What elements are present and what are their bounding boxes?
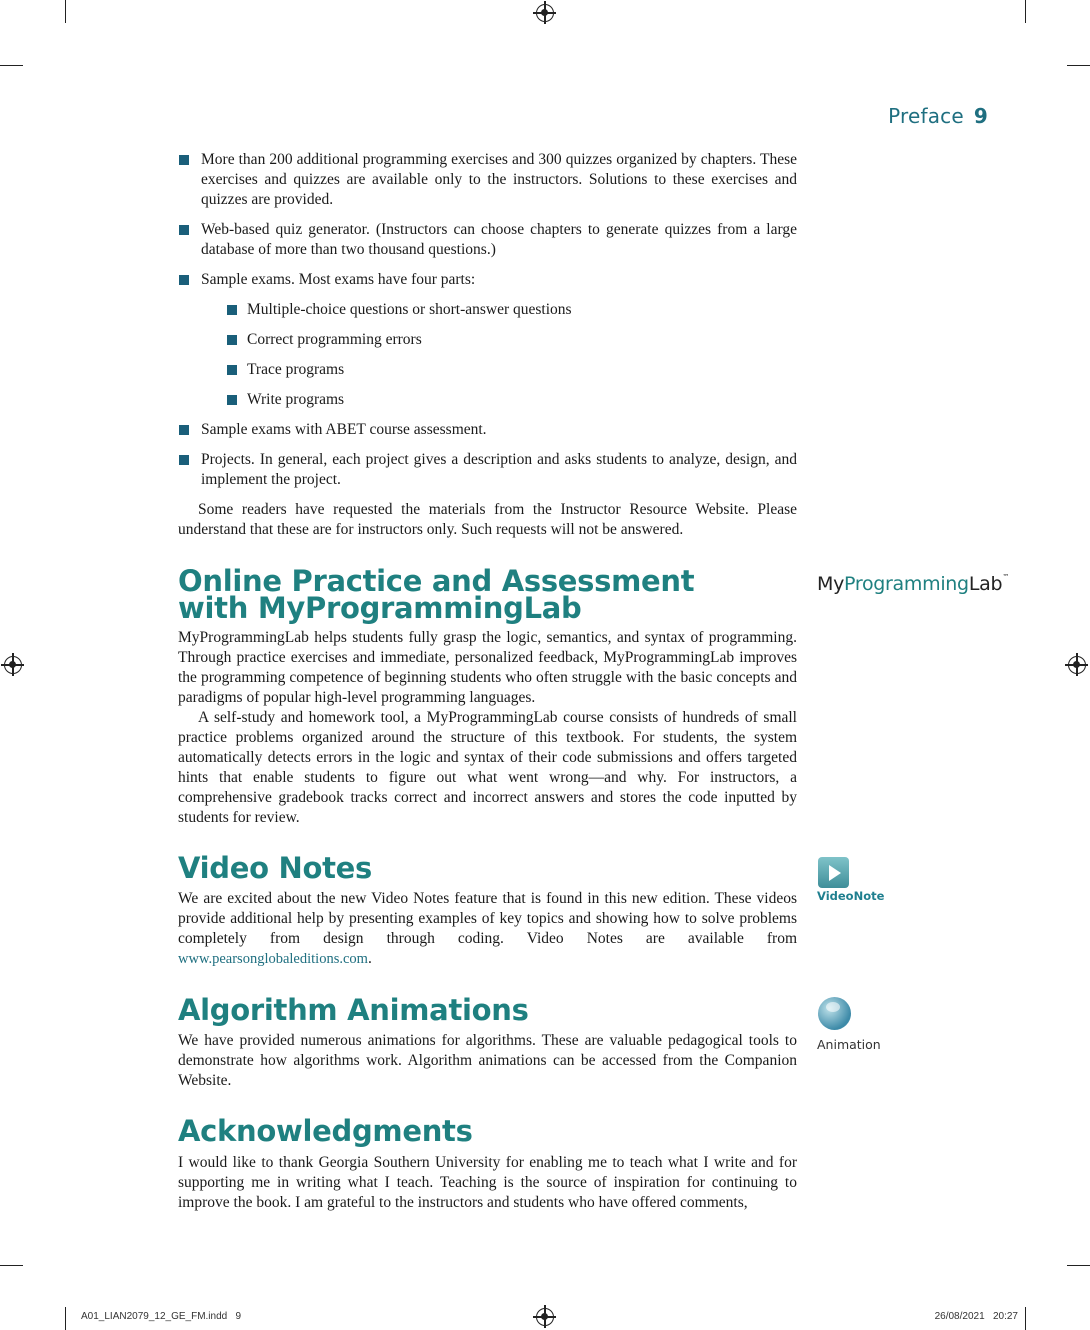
animation-globe-icon[interactable] bbox=[818, 997, 851, 1030]
paragraph: We have provided numerous animations for algorithms. These are valuable pedagogical tools to demonstrate how algorithms work. Algorithm animations can be accessed from the Companion Website. bbox=[178, 1032, 797, 1089]
heading-line: with MyProgrammingLab bbox=[178, 591, 582, 625]
crop-mark bbox=[0, 1265, 23, 1266]
registration-mark-icon bbox=[4, 656, 22, 674]
page-number: 9 bbox=[973, 104, 988, 128]
list-item bbox=[178, 270, 797, 410]
paragraph: A self-study and homework tool, a MyProgrammingLab course consists of hundreds of small practice problems organized around the structure of this textbook. For students, the system automatically detects errors in the logic and syntax of their code submissions and offers targeted hints that enable students to figure out what went wrong—and why. For instructors, a comprehensive gradebook tracks correct and incorrect answers and stores the code inputted by students for review. bbox=[178, 709, 797, 826]
list-item: Sample exams with ABET course assessment. bbox=[178, 420, 797, 440]
crop-mark bbox=[65, 0, 66, 23]
list-item: More than 200 additional programming exercises and 300 quizzes organized by chapters. These exercises and quizzes are available only to the instructors. Solutions to these exercises and quizzes are provided. bbox=[178, 150, 797, 210]
myprogramminglab-logo: MyProgrammingLab™ bbox=[817, 573, 1009, 595]
footer-file-slug: A01_LIAN2079_12_GE_FM.indd 9 bbox=[81, 1311, 242, 1322]
heading-online-practice bbox=[178, 564, 695, 625]
sub-list-item: Write programs bbox=[226, 390, 797, 410]
crop-mark bbox=[1067, 1265, 1090, 1266]
footer-date-slug: 26/08/2021 20:27 bbox=[934, 1311, 1018, 1322]
resource-list bbox=[178, 150, 797, 540]
heading-video-notes: Video Notes bbox=[178, 851, 373, 885]
list-item: Web-based quiz generator. (Instructors can choose chapters to generate quizzes from a large database of more than two thousand questions.) bbox=[178, 220, 797, 260]
running-header bbox=[888, 104, 988, 128]
video-notes-text bbox=[178, 889, 797, 969]
sub-list-item: Correct programming errors bbox=[226, 330, 797, 350]
bullet-list bbox=[178, 150, 797, 490]
paragraph: We are excited about the new Video Notes feature that is found in this new edition. These videos provide additional help by presenting examples of key topics and showing how to solve problems completely from design through coding. Video Notes are available from www.pearsonglobaleditions.com. bbox=[178, 890, 797, 967]
crop-mark bbox=[0, 65, 23, 66]
crop-mark bbox=[65, 1307, 66, 1330]
videonote-label: VideoNote bbox=[817, 889, 885, 903]
heading-algorithm-animations: Algorithm Animations bbox=[178, 993, 529, 1027]
paragraph: MyProgrammingLab helps students fully grasp the logic, semantics, and syntax of programming. Through practice exercises and immediate, personalized feedback, MyProgrammingLab improves the programming competence of beginning students who often struggle with the basic concepts and paradigms of popular high-level programming languages. bbox=[178, 629, 797, 706]
heading-acknowledgments: Acknowledgments bbox=[178, 1114, 473, 1148]
resource-note: Some readers have requested the materials from the Instructor Resource Website. Please understand that these are for instructors only. Such requests will not be answered. bbox=[178, 501, 797, 538]
list-item-text: Sample exams. Most exams have four parts: bbox=[201, 271, 476, 288]
acknowledgments-text bbox=[178, 1153, 797, 1213]
animation-label: Animation bbox=[817, 1037, 881, 1052]
registration-mark-icon bbox=[1068, 656, 1086, 674]
sub-bullet-list bbox=[226, 300, 797, 410]
sub-list-item: Trace programs bbox=[226, 360, 797, 380]
paragraph: I would like to thank Georgia Southern University for enabling me to teach what I write and for supporting me in writing what I teach. Teaching is the source of inspiration for continuing to improve the book. I am grateful to the instructors and students who have offered comments, bbox=[178, 1154, 797, 1211]
mpl-text bbox=[178, 628, 797, 828]
list-item: Projects. In general, each project gives a description and asks students to analyze, design, and implement the project. bbox=[178, 450, 797, 490]
crop-mark bbox=[1025, 0, 1026, 23]
pearson-link[interactable]: www.pearsonglobaleditions.com bbox=[178, 951, 368, 967]
algorithm-animations-text bbox=[178, 1031, 797, 1091]
crop-mark bbox=[1067, 65, 1090, 66]
videonote-play-icon[interactable] bbox=[818, 857, 849, 888]
crop-mark bbox=[1025, 1307, 1026, 1330]
registration-mark-icon bbox=[536, 1308, 554, 1326]
registration-mark-icon bbox=[536, 4, 554, 22]
heading-line: Online Practice and Assessment bbox=[178, 564, 695, 598]
sub-list-item: Multiple-choice questions or short-answer questions bbox=[226, 300, 797, 320]
header-section: Preface bbox=[888, 104, 964, 128]
